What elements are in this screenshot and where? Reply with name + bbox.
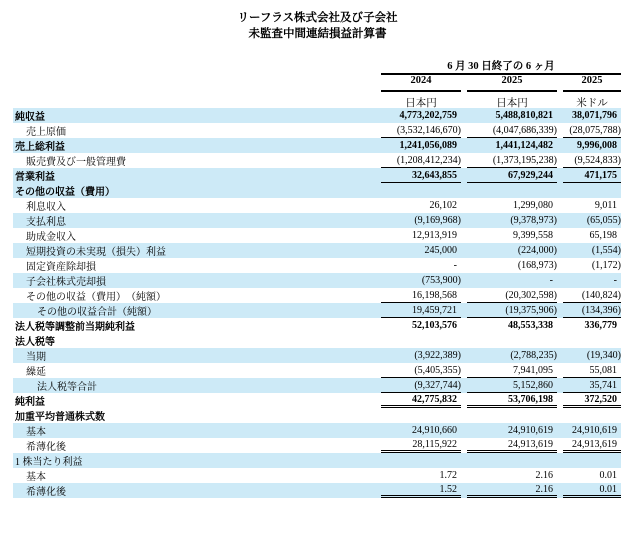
table-row — [13, 168, 621, 183]
table-row — [13, 438, 621, 453]
period-header-row — [13, 58, 621, 75]
value-2025-jpy: 24,913,619 — [467, 438, 557, 453]
row-label: 純収益 — [15, 112, 45, 123]
row-label: 基本 — [26, 472, 46, 483]
row-label: その他の収益（費用） — [15, 187, 115, 198]
value-2025-usd: 55,081 — [563, 363, 621, 378]
row-label: 売上総利益 — [15, 142, 65, 153]
row-label: 希薄化後 — [26, 442, 66, 453]
currency-header-row — [13, 92, 621, 108]
year-header-row — [13, 75, 621, 92]
row-label: 固定資産除却損 — [26, 262, 96, 273]
value-2024-jpy: 24,910,660 — [412, 425, 457, 436]
value-2025-usd: (134,396) — [563, 303, 621, 318]
value-2025-usd: (19,340) — [586, 350, 621, 361]
row-label: 売上原価 — [26, 127, 66, 138]
value-2024-jpy: 245,000 — [424, 245, 457, 256]
value-2025-usd: (9,524,833) — [563, 153, 621, 168]
row-label: 営業利益 — [15, 172, 55, 183]
table-row — [13, 393, 621, 408]
row-label: 子会社株式売却損 — [26, 277, 106, 288]
value-2024-jpy: (5,405,355) — [381, 363, 461, 378]
value-2025-usd — [563, 333, 621, 348]
value-2025-usd: 24,913,619 — [563, 438, 621, 453]
row-label: 短期投資の未実現（損失）利益 — [26, 247, 166, 258]
value-2025-jpy: 2.16 — [467, 483, 557, 498]
value-2024-jpy: 32,643,855 — [381, 168, 461, 183]
value-2024-jpy: 52,103,576 — [412, 320, 457, 331]
currency-header-jpy-2025: 日本円 — [496, 98, 528, 109]
table-row — [13, 408, 621, 423]
value-2024-jpy: - — [453, 260, 457, 271]
year-header-2024: 2024 — [381, 75, 461, 92]
currency-header-jpy-2024: 日本円 — [405, 98, 437, 109]
row-label: 利息収入 — [26, 202, 66, 213]
value-2025-usd: (65,055) — [586, 215, 621, 226]
row-label: 当期 — [26, 352, 46, 363]
table-row — [13, 243, 621, 258]
value-2025-jpy: (19,375,906) — [467, 303, 557, 318]
value-2025-usd: 471,175 — [563, 168, 621, 183]
value-2024-jpy — [381, 453, 461, 468]
period-header: 6 月 30 日終了の 6 ヶ月 — [381, 58, 621, 75]
value-2024-jpy: 42,775,832 — [381, 393, 461, 408]
table-row — [13, 138, 621, 153]
value-2025-jpy: (168,973) — [517, 260, 557, 271]
value-2025-jpy: (20,302,598) — [467, 288, 557, 303]
value-2024-jpy: (1,208,412,234) — [381, 153, 461, 168]
value-2025-jpy: 5,488,810,821 — [495, 110, 553, 121]
value-2025-usd: (1,554) — [591, 245, 621, 256]
row-label: 加重平均普通株式数 — [15, 412, 105, 423]
company-title: リーフラス株式会社及び子会社 — [237, 12, 398, 24]
value-2025-usd: 0.01 — [563, 483, 621, 498]
table-row — [13, 303, 621, 318]
value-2024-jpy: 26,102 — [429, 200, 457, 211]
value-2025-jpy: 53,706,198 — [467, 393, 557, 408]
year-header-2025-usd: 2025 — [563, 75, 621, 92]
table-row — [13, 378, 621, 393]
row-label: 法人税等合計 — [37, 382, 97, 393]
value-2024-jpy: 4,773,202,759 — [399, 110, 457, 121]
value-2024-jpy — [381, 408, 461, 423]
value-2025-usd: 9,996,008 — [577, 140, 617, 151]
value-2025-jpy: 2.16 — [535, 470, 553, 481]
table-row — [13, 258, 621, 273]
value-2025-jpy: - — [549, 275, 553, 286]
value-2025-usd: (1,172) — [591, 260, 621, 271]
value-2025-usd: 38,071,796 — [572, 110, 617, 121]
value-2024-jpy: 28,115,922 — [381, 438, 461, 453]
row-label: 支払利息 — [26, 217, 66, 228]
table-row — [13, 318, 621, 333]
value-2025-usd: (140,824) — [563, 288, 621, 303]
value-2024-jpy: (3,532,146,670) — [381, 123, 461, 138]
table-row — [13, 453, 621, 468]
value-2024-jpy: 16,198,568 — [381, 288, 461, 303]
value-2024-jpy: 1.52 — [381, 483, 461, 498]
row-label: 基本 — [26, 427, 46, 438]
value-2025-usd: (28,075,788) — [563, 123, 621, 138]
row-label: 繰延 — [26, 367, 46, 378]
report-titles — [0, 0, 635, 42]
table-row — [13, 228, 621, 243]
row-label: 法人税等 — [15, 337, 55, 348]
value-2024-jpy: 1,241,056,089 — [399, 140, 457, 151]
row-label: 法人税等調整前当期純利益 — [15, 322, 135, 333]
value-2024-jpy: (9,169,968) — [414, 215, 461, 226]
value-2025-usd — [563, 408, 621, 423]
value-2025-jpy — [467, 453, 557, 468]
row-label: 助成金収入 — [26, 232, 76, 243]
value-2025-jpy: (9,378,973) — [510, 215, 557, 226]
value-2025-usd — [563, 183, 621, 198]
value-2024-jpy: 1.72 — [439, 470, 457, 481]
table-row — [13, 288, 621, 303]
value-2025-jpy — [467, 333, 557, 348]
statement-title: 未監査中間連結損益計算書 — [248, 28, 387, 40]
value-2024-jpy — [381, 183, 461, 198]
income-statement-table — [13, 58, 621, 498]
table-row — [13, 423, 621, 438]
value-2025-jpy — [467, 408, 557, 423]
value-2025-usd: - — [613, 275, 617, 286]
value-2025-jpy: 24,910,619 — [508, 425, 553, 436]
row-label: 販売費及び一般管理費 — [26, 157, 126, 168]
table-row — [13, 108, 621, 123]
value-2025-usd: 35,741 — [563, 378, 621, 393]
table-row — [13, 333, 621, 348]
value-2025-usd: 372,520 — [563, 393, 621, 408]
table-row — [13, 213, 621, 228]
value-2024-jpy — [381, 333, 461, 348]
value-2025-jpy: (224,000) — [517, 245, 557, 256]
currency-header-usd-2025: 米ドル — [576, 98, 608, 109]
row-label: その他の収益（費用） （純額） — [26, 292, 166, 303]
row-label: 希薄化後 — [26, 487, 66, 498]
year-header-2025-jpy: 2025 — [467, 75, 557, 92]
row-label: 純利益 — [15, 397, 45, 408]
value-2024-jpy: (9,327,744) — [381, 378, 461, 393]
table-row — [13, 363, 621, 378]
value-2025-usd: 65,198 — [589, 230, 617, 241]
value-2024-jpy: (753,900) — [421, 275, 461, 286]
value-2025-jpy: 7,941,095 — [467, 363, 557, 378]
value-2025-jpy: 48,553,338 — [508, 320, 553, 331]
value-2025-usd: 24,910,619 — [572, 425, 617, 436]
value-2025-usd: 0.01 — [599, 470, 617, 481]
value-2025-jpy: 67,929,244 — [467, 168, 557, 183]
table-row — [13, 273, 621, 288]
value-2024-jpy: (3,922,389) — [414, 350, 461, 361]
value-2025-jpy — [467, 183, 557, 198]
table-row — [13, 348, 621, 363]
value-2025-usd: 336,779 — [584, 320, 617, 331]
value-2025-jpy: 9,399,558 — [513, 230, 553, 241]
row-label: その他の収益合計（純額） — [37, 307, 157, 318]
value-2025-usd: 9,011 — [594, 200, 617, 211]
value-2024-jpy: 12,913,919 — [412, 230, 457, 241]
value-2025-usd — [563, 453, 621, 468]
value-2025-jpy: 1,441,124,482 — [495, 140, 553, 151]
table-row — [13, 153, 621, 168]
value-2025-jpy: 5,152,860 — [467, 378, 557, 393]
value-2025-jpy: (4,047,686,339) — [467, 123, 557, 138]
table-row — [13, 483, 621, 498]
row-label: 1 株当たり利益 — [15, 457, 83, 468]
value-2025-jpy: 1,299,080 — [513, 200, 553, 211]
table-row — [13, 123, 621, 138]
table-row — [13, 468, 621, 483]
value-2025-jpy: (1,373,195,238) — [467, 153, 557, 168]
table-row — [13, 198, 621, 213]
value-2025-jpy: (2,788,235) — [510, 350, 557, 361]
value-2024-jpy: 19,459,721 — [381, 303, 461, 318]
table-row — [13, 183, 621, 198]
